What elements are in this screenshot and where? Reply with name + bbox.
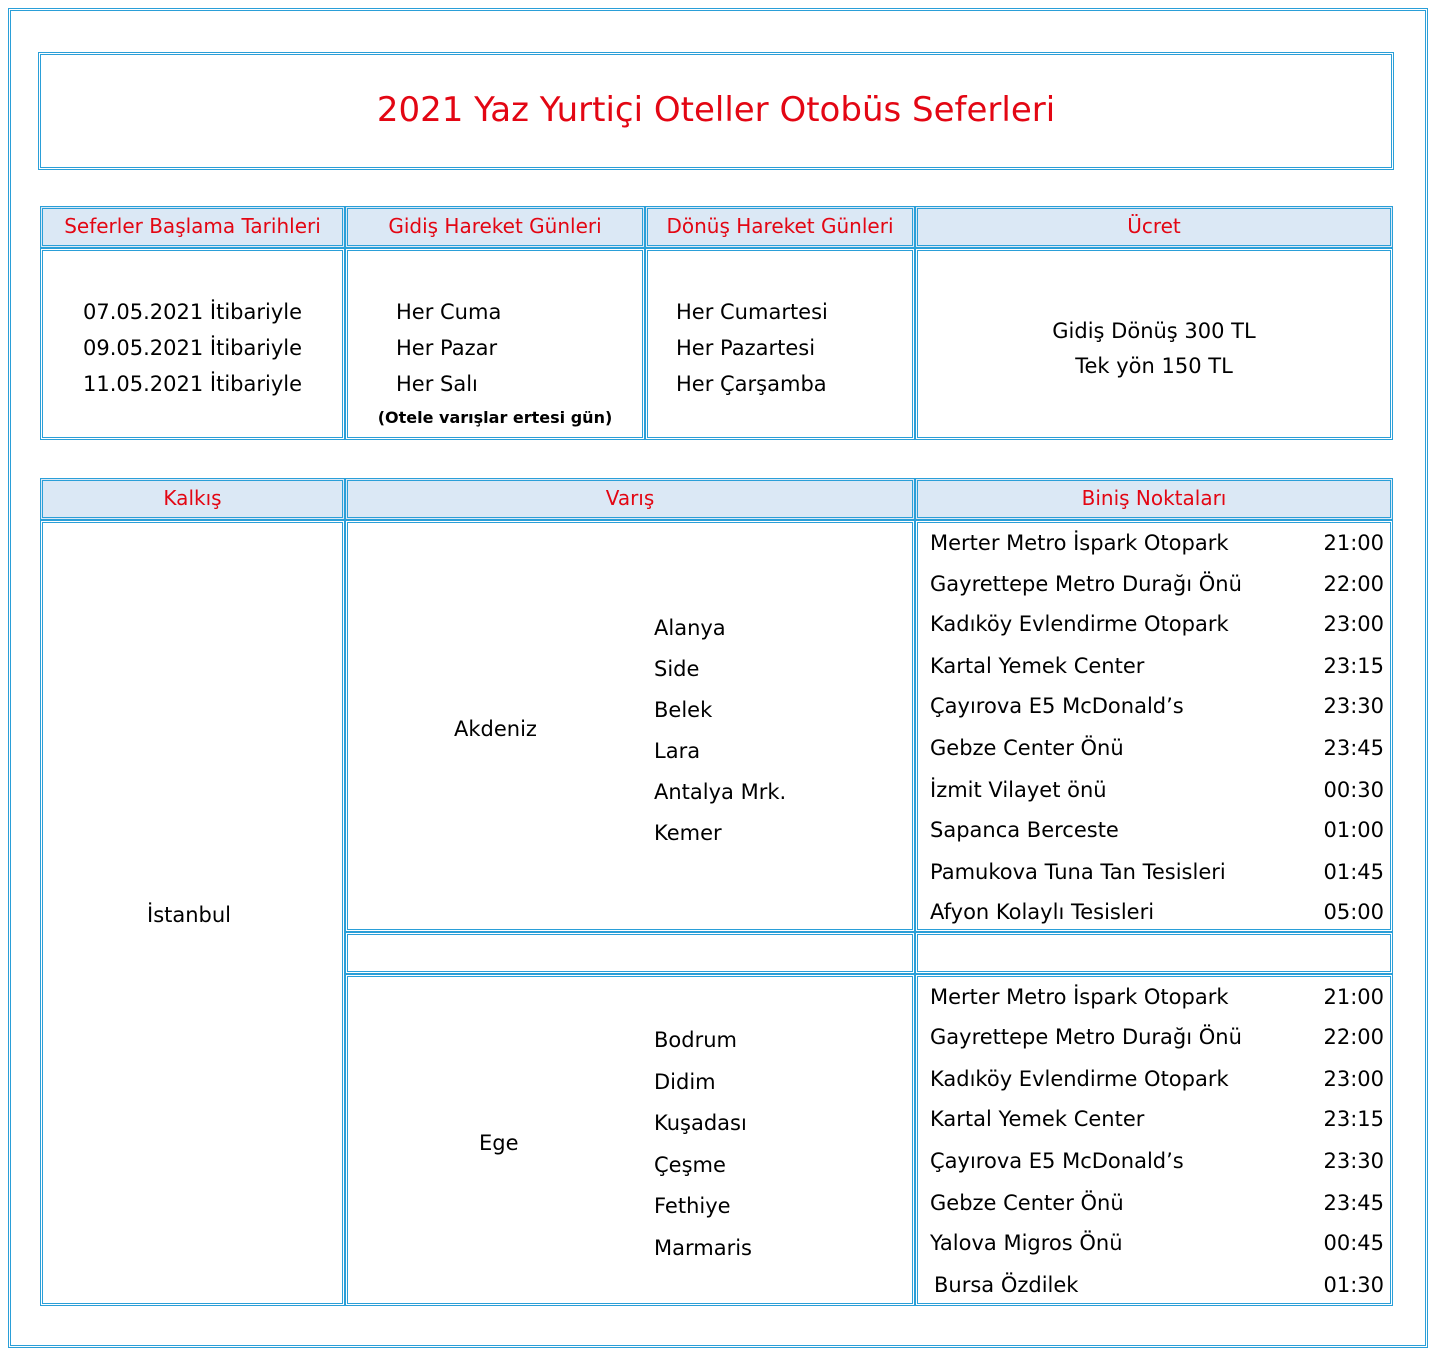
cell-start-dates <box>40 248 345 440</box>
destination-item: Kuşadası <box>654 1111 747 1135</box>
destination-item: Marmaris <box>654 1235 752 1260</box>
cell-return-days <box>645 248 915 440</box>
departure-day: Her Salı <box>396 372 478 396</box>
origin-city: İstanbul <box>147 903 232 927</box>
header-origin: Kalkış <box>40 478 345 520</box>
header-boarding-points: Biniş Noktaları <box>915 478 1393 520</box>
stop-time: 22:00 <box>1323 572 1384 596</box>
header-price: Ücret <box>915 206 1393 248</box>
stop-time: 01:45 <box>1323 860 1384 884</box>
stop-time: 01:00 <box>1323 818 1384 842</box>
return-day: Her Cumartesi <box>676 300 828 324</box>
stop-name: Merter Metro İspark Otopark <box>930 985 1229 1009</box>
stop-name: Gebze Center Önü <box>930 736 1124 760</box>
destination-item: Çeşme <box>654 1152 726 1177</box>
title-box <box>38 52 1394 170</box>
destination-item: Kemer <box>654 821 722 845</box>
departure-day: Her Cuma <box>396 300 502 324</box>
header-start-dates: Seferler Başlama Tarihleri <box>40 206 345 248</box>
stop-time: 23:00 <box>1323 1067 1384 1091</box>
stop-name: Pamukova Tuna Tan Tesisleri <box>930 860 1226 884</box>
return-day: Her Çarşamba <box>676 372 827 396</box>
cell-stops-ege <box>915 974 1393 1306</box>
stop-time: 23:15 <box>1323 654 1384 678</box>
stop-time: 21:00 <box>1323 985 1384 1009</box>
destination-item: Side <box>654 657 700 681</box>
return-day: Her Pazartesi <box>676 336 816 360</box>
cell-origin <box>40 520 345 1306</box>
stop-name: Çayırova E5 McDonald’s <box>930 1149 1184 1173</box>
stop-time: 22:00 <box>1323 1025 1384 1049</box>
start-date: 11.05.2021 İtibariyle <box>83 372 303 396</box>
spacer-cell <box>345 932 915 974</box>
stop-time: 00:30 <box>1323 778 1384 802</box>
header-return-days: Dönüş Hareket Günleri <box>645 206 915 248</box>
stop-name: Merter Metro İspark Otopark <box>930 531 1229 555</box>
stop-name: Kadıköy Evlendirme Otopark <box>930 612 1229 636</box>
stop-name: Çayırova E5 McDonald’s <box>930 694 1184 718</box>
stop-time: 05:00 <box>1323 900 1384 924</box>
destination-list <box>654 608 786 854</box>
destination-list <box>654 1020 752 1269</box>
stop-name: Bursa Özdilek <box>934 1273 1079 1297</box>
stop-name: Kadıköy Evlendirme Otopark <box>930 1067 1229 1091</box>
stop-time: 23:00 <box>1323 612 1384 636</box>
cell-region-ege <box>345 974 915 1306</box>
stop-name: Gebze Center Önü <box>930 1191 1124 1215</box>
destination-item: Lara <box>654 739 701 763</box>
return-days-list <box>676 294 828 402</box>
spacer-cell <box>915 932 1393 974</box>
price-round-trip: Gidiş Dönüş 300 TL <box>1052 319 1256 343</box>
stop-time: 23:30 <box>1323 1149 1384 1173</box>
stop-name: Gayrettepe Metro Durağı Önü <box>930 572 1242 596</box>
stop-name: Kartal Yemek Center <box>930 1107 1145 1131</box>
start-dates-list <box>83 294 302 402</box>
stop-name: İzmit Vilayet önü <box>930 778 1107 802</box>
stop-time: 23:15 <box>1323 1107 1384 1131</box>
stop-time: 23:30 <box>1323 694 1384 718</box>
start-date: 07.05.2021 İtibariyle <box>83 300 303 324</box>
departure-day: Her Pazar <box>396 336 498 360</box>
start-date: 09.05.2021 İtibariyle <box>83 336 303 360</box>
header-departure-days: Gidiş Hareket Günleri <box>345 206 645 248</box>
stop-name: Kartal Yemek Center <box>930 654 1145 678</box>
destination-item: Didim <box>654 1069 716 1094</box>
destination-item: Bodrum <box>654 1028 737 1052</box>
destination-item: Antalya Mrk. <box>654 780 787 804</box>
cell-price <box>915 248 1393 440</box>
stop-time: 00:45 <box>1323 1231 1384 1255</box>
destination-item: Belek <box>654 698 713 722</box>
price-list <box>918 314 1390 384</box>
stop-time: 23:45 <box>1323 1191 1384 1215</box>
stop-time: 23:45 <box>1323 736 1384 760</box>
region-name: Ege <box>479 1131 519 1155</box>
stop-name: Yalova Migros Önü <box>930 1231 1123 1255</box>
header-destination: Varış <box>345 478 915 520</box>
departure-days-list <box>396 294 501 402</box>
price-one-way: Tek yön 150 TL <box>1075 354 1233 378</box>
arrival-note: (Otele varışlar ertesi gün) <box>377 408 613 427</box>
region-name: Akdeniz <box>454 717 537 741</box>
destination-item: Fethiye <box>654 1194 731 1218</box>
stop-name: Sapanca Berceste <box>930 818 1119 842</box>
cell-stops-akdeniz <box>915 520 1393 932</box>
stop-name: Afyon Kolaylı Tesisleri <box>930 900 1155 924</box>
cell-departure-days <box>345 248 645 440</box>
stop-name: Gayrettepe Metro Durağı Önü <box>930 1025 1242 1049</box>
page-title: 2021 Yaz Yurtiçi Oteller Otobüs Seferleri <box>376 90 1056 130</box>
destination-item: Alanya <box>654 616 726 640</box>
cell-region-akdeniz <box>345 520 915 932</box>
stop-time: 01:30 <box>1323 1273 1384 1297</box>
stop-time: 21:00 <box>1323 531 1384 555</box>
